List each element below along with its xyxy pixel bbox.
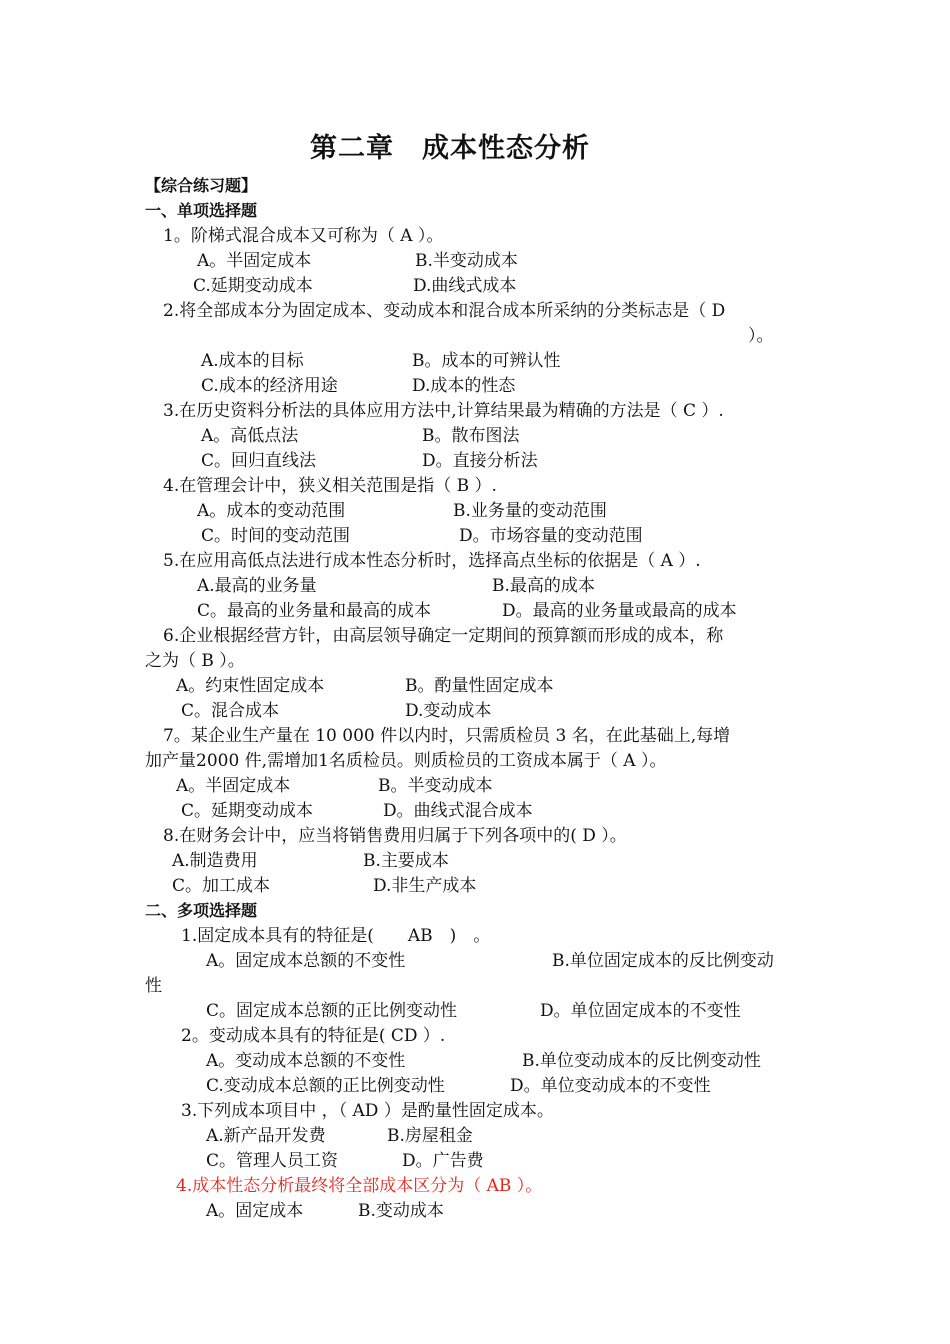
q8-option-b: B.主要成本 [363, 851, 449, 871]
q3-stem: 3.在历史资料分析法的具体应用方法中,计算结果最为精确的方法是（ C ）. [163, 401, 724, 421]
mq1-option-d: D。单位固定成本的不变性 [540, 1001, 741, 1021]
mq1-option-b: B.单位固定成本的反比例变动 [552, 951, 774, 971]
q8-option-a: A.制造费用 [172, 851, 258, 871]
mq2-stem: 2。变动成本具有的特征是( CD ）. [181, 1026, 446, 1046]
q5-option-b: B.最高的成本 [492, 576, 595, 596]
q3-option-d: D。直接分析法 [422, 451, 538, 471]
q6-option-a: A。约束性固定成本 [176, 676, 325, 696]
section2-heading: 二、多项选择题 [145, 901, 258, 920]
q4-stem: 4.在管理会计中，狭义相关范围是指（ B ）. [163, 476, 497, 496]
mq2-option-b: B.单位变动成本的反比例变动性 [522, 1051, 761, 1071]
mq3-option-d: D。广告费 [402, 1151, 484, 1171]
q2-option-d: D.成本的性态 [412, 376, 516, 396]
q1-option-a: A。半固定成本 [197, 251, 312, 271]
q6-option-b: B。酌量性固定成本 [405, 676, 554, 696]
q7-stem-cont: 加产量2000 件,需增加1名质检员。则质检员的工资成本属于（ A ）。 [145, 751, 667, 771]
q5-option-d: D。最高的业务量或最高的成本 [502, 601, 737, 621]
q7-option-d: D。曲线式混合成本 [383, 801, 533, 821]
q1-option-c: C.延期变动成本 [193, 276, 313, 296]
q4-option-d: D。市场容量的变动范围 [459, 526, 643, 546]
section1-heading: 一、单项选择题 [145, 201, 258, 220]
q7-option-b: B。半变动成本 [378, 776, 493, 796]
mq3-option-b: B.房屋租金 [387, 1126, 473, 1146]
page-title: 第二章 成本性态分析 [310, 133, 590, 164]
mq1-option-c: C。固定成本总额的正比例变动性 [206, 1001, 458, 1021]
q5-option-a: A.最高的业务量 [197, 576, 317, 596]
q5-stem: 5.在应用高低点法进行成本性态分析时，选择高点坐标的依据是（ A ）. [163, 551, 701, 571]
mq1-stem: 1.固定成本具有的特征是( AB ) 。 [181, 926, 491, 946]
q8-option-d: D.非生产成本 [373, 876, 477, 896]
q3-option-a: A。高低点法 [201, 426, 299, 446]
q8-stem: 8.在财务会计中，应当将销售费用归属于下列各项中的( D ）。 [163, 826, 627, 846]
mq1-option-a: A。固定成本总额的不变性 [206, 951, 406, 971]
q1-option-d: D.曲线式成本 [413, 276, 517, 296]
mq2-option-a: A。变动成本总额的不变性 [206, 1051, 406, 1071]
q2-option-b: B。成本的可辨认性 [412, 351, 561, 371]
mq2-option-c: C.变动成本总额的正比例变动性 [206, 1076, 445, 1096]
mq3-option-a: A.新产品开发费 [206, 1126, 326, 1146]
q6-option-c: C。混合成本 [181, 701, 280, 721]
q6-stem: 6.企业根据经营方针，由高层领导确定一定期间的预算额而形成的成本，称 [163, 626, 724, 646]
q2-option-a: A.成本的目标 [201, 351, 304, 371]
q6-stem-cont: 之为（ B ）。 [145, 651, 245, 671]
q8-option-c: C。加工成本 [172, 876, 271, 896]
mq4-option-b: B.变动成本 [358, 1201, 444, 1221]
q3-option-b: B。散布图法 [422, 426, 520, 446]
q5-option-c: C。最高的业务量和最高的成本 [197, 601, 432, 621]
mq3-stem: 3.下列成本项目中 ，（ AD ）是酌量性固定成本。 [181, 1101, 554, 1121]
mq2-option-d: D。单位变动成本的不变性 [510, 1076, 711, 1096]
mq4-option-a: A。固定成本 [206, 1201, 304, 1221]
mq4-stem: 4.成本性态分析最终将全部成本区分为（ AB ）。 [176, 1176, 543, 1196]
q1-option-b: B.半变动成本 [415, 251, 518, 271]
q7-option-c: C。延期变动成本 [181, 801, 314, 821]
mq3-option-c: C。管理人员工资 [206, 1151, 339, 1171]
q7-stem: 7。某企业生产量在 10 000 件以内时，只需质检员 3 名，在此基础上,每增 [163, 726, 731, 746]
q4-option-b: B.业务量的变动范围 [453, 501, 607, 521]
practice-header: 【综合练习题】 [145, 176, 258, 195]
q1-stem: 1。阶梯式混合成本又可称为（ A ）。 [163, 226, 444, 246]
mq1-option-b-cont: 性 [145, 976, 162, 996]
q4-option-c: C。时间的变动范围 [201, 526, 351, 546]
q7-option-a: A。半固定成本 [176, 776, 291, 796]
q4-option-a: A。成本的变动范围 [197, 501, 346, 521]
q2-option-c: C.成本的经济用途 [201, 376, 338, 396]
q6-option-d: D.变动成本 [405, 701, 492, 721]
q2-stem: 2.将全部成本分为固定成本、变动成本和混合成本所采纳的分类标志是（ D [163, 301, 726, 321]
q2-stem-cont: ）。 [748, 326, 774, 346]
q3-option-c: C。回归直线法 [201, 451, 317, 471]
